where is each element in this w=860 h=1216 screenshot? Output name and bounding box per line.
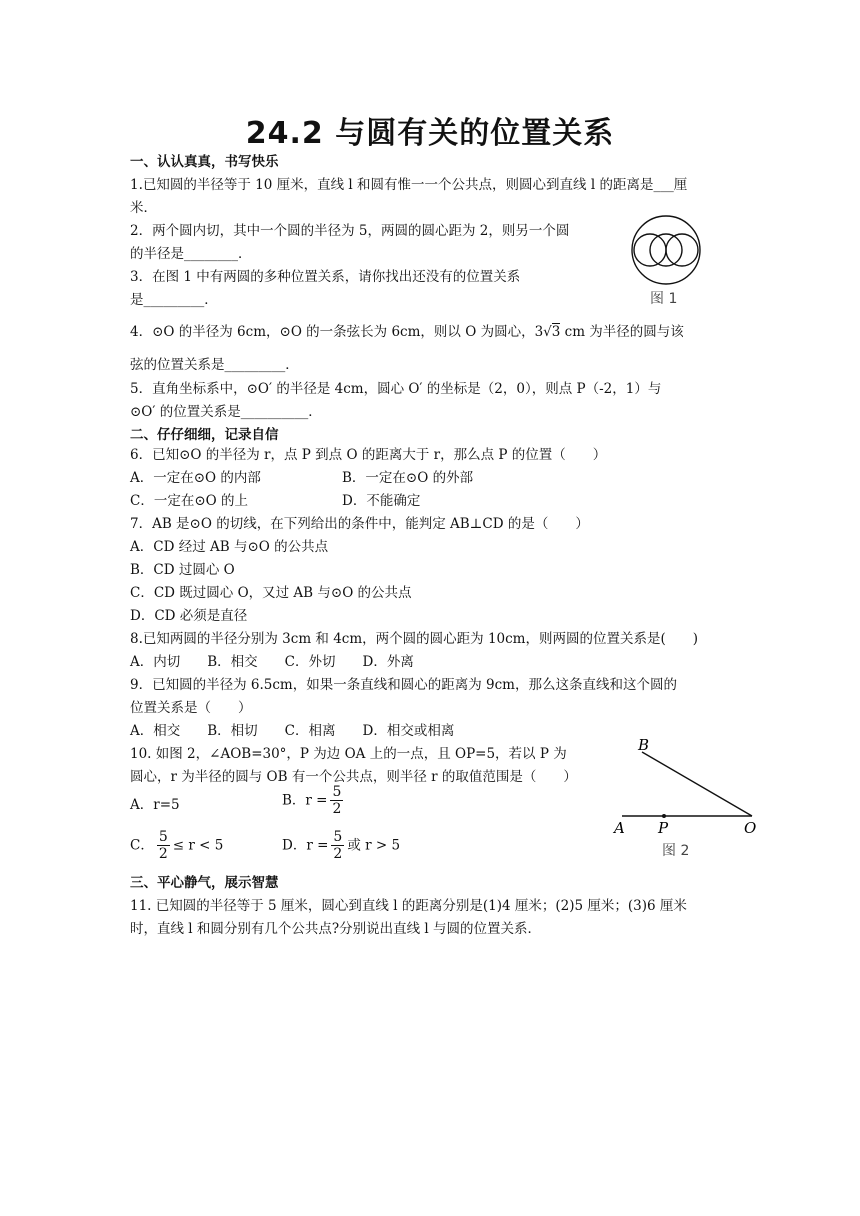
question-5-line-2: ⊙O′ 的位置关系是__________． xyxy=(130,404,322,420)
figure-2-angle xyxy=(612,736,762,836)
label-A: A xyxy=(614,819,625,836)
question-8-options: A．内切 B．相交 C．外切 D．外离 xyxy=(130,654,414,670)
option-b-text: B．r = xyxy=(282,792,328,809)
question-9-line-2: 位置关系是（ ） xyxy=(130,700,252,716)
question-10-line-1: 10. 如图 2，∠AOB=30°，P 为边 OA 上的一点，且 OP=5，若以 P 为 xyxy=(130,746,567,762)
question-9-options: A．相交 B．相切 C．相离 D．相交或相离 xyxy=(130,723,455,739)
figure-1-caption: 图 1 xyxy=(650,291,678,307)
fraction-five-halves: $\frac{5}{2}$ xyxy=(158,829,168,862)
question-10-option-b xyxy=(282,784,346,817)
figure-2 xyxy=(612,736,762,866)
question-7-option-c: C．CD 既过圆心 O，又过 AB 与⊙O 的公共点 xyxy=(130,585,412,601)
question-7-option-a: A．CD 经过 AB 与⊙O 的公共点 xyxy=(130,539,329,555)
question-4-line-2: 弦的位置关系是_________． xyxy=(130,357,299,373)
question-10-option-d xyxy=(282,829,400,862)
label-P: P xyxy=(658,819,669,836)
question-11-line-1: 11. 已知圆的半径等于 5 厘米，圆心到直线 l 的距离分别是(1)4 厘米；(2)5 厘米；(3)6 厘米 xyxy=(130,898,687,914)
question-4-text-pre: 4．⊙O 的半径为 6cm，⊙O 的一条弦长为 6cm，则以 O 为圆心，3 xyxy=(130,324,544,340)
question-4-line-1 xyxy=(130,323,684,341)
question-5-line-1: 5．直角坐标系中，⊙O′ 的半径是 4cm，圆心 O′ 的坐标是（2，0），则点 P（-2，1）与 xyxy=(130,381,662,397)
question-3-line-2: 是_________． xyxy=(130,292,218,308)
section-1-heading: 一、认认真真，书写快乐 xyxy=(130,154,279,170)
question-10-option-c xyxy=(130,829,223,862)
sqrt-radicand: 3 xyxy=(551,324,561,340)
fraction-five-halves: $\frac{5}{2}$ xyxy=(333,829,343,862)
label-O: O xyxy=(744,819,757,836)
option-d-inequality: 或 r > 5 xyxy=(347,837,401,854)
point-P-dot xyxy=(662,814,666,818)
fraction-five-halves: $\frac{5}{2}$ xyxy=(332,784,342,817)
option-c-inequality: ≤ r < 5 xyxy=(172,837,224,854)
question-7: 7．AB 是⊙O 的切线，在下列给出的条件中，能判定 AB⊥CD 的是（ ） xyxy=(130,516,589,532)
figure-1-circles xyxy=(618,212,718,292)
question-6-option-a: A．一定在⊙O 的内部 xyxy=(130,470,261,486)
question-6-option-d: D．不能确定 xyxy=(342,493,421,509)
question-8: 8.已知两圆的半径分别为 3cm 和 4cm，两个圆的圆心距为 10cm，则两圆的位置关系是( ) xyxy=(130,631,699,647)
option-c-text: C． xyxy=(130,837,154,854)
sqrt-symbol: √ xyxy=(543,324,552,340)
question-4-text-post: cm 为半径的圆与该 xyxy=(564,324,684,340)
section-2-heading: 二、仔仔细细，记录自信 xyxy=(130,427,279,443)
question-9-line-1: 9．已知圆的半径为 6.5cm，如果一条直线和圆心的距离为 9cm，那么这条直线和这个圆的 xyxy=(130,677,677,693)
question-1-line-2: 米． xyxy=(130,200,157,216)
question-10-line-2: 圆心，r 为半径的圆与 OB 有一个公共点，则半径 r 的取值范围是（ ） xyxy=(130,769,577,785)
label-B: B xyxy=(638,736,650,754)
question-7-option-d: D．CD 必须是直径 xyxy=(130,608,248,624)
question-6-option-b: B．一定在⊙O 的外部 xyxy=(342,470,474,486)
question-10-option-a: A．r=5 xyxy=(130,797,180,813)
question-3-line-1: 3．在图 1 中有两圆的多种位置关系，请你找出还没有的位置关系 xyxy=(130,269,521,285)
figure-2-caption: 图 2 xyxy=(662,843,690,859)
question-11-line-2: 时，直线 l 和圆分别有几个公共点?分别说出直线 l 与圆的位置关系． xyxy=(130,921,542,937)
option-d-text: D．r = xyxy=(282,837,329,854)
question-6: 6．已知⊙O 的半径为 r，点 P 到点 O 的距离大于 r，那么点 P 的位置（ ） xyxy=(130,447,607,463)
question-7-option-b: B．CD 过圆心 O xyxy=(130,562,235,578)
question-6-option-c: C．一定在⊙O 的上 xyxy=(130,493,248,509)
ray-OB xyxy=(642,752,752,816)
question-2-line-2: 的半径是________． xyxy=(130,246,252,262)
section-3-heading: 三、平心静气，展示智慧 xyxy=(130,875,279,891)
figure-1 xyxy=(618,212,718,312)
question-1-line-1: 1.已知圆的半径等于 10 厘米，直线 l 和圆有惟一一个公共点，则圆心到直线 l 的距离是___厘 xyxy=(130,177,688,193)
page-title: 24.2 与圆有关的位置关系 xyxy=(245,116,615,151)
question-2-line-1: 2．两个圆内切，其中一个圆的半径为 5，两圆的圆心距为 2，则另一个圆 xyxy=(130,223,570,239)
